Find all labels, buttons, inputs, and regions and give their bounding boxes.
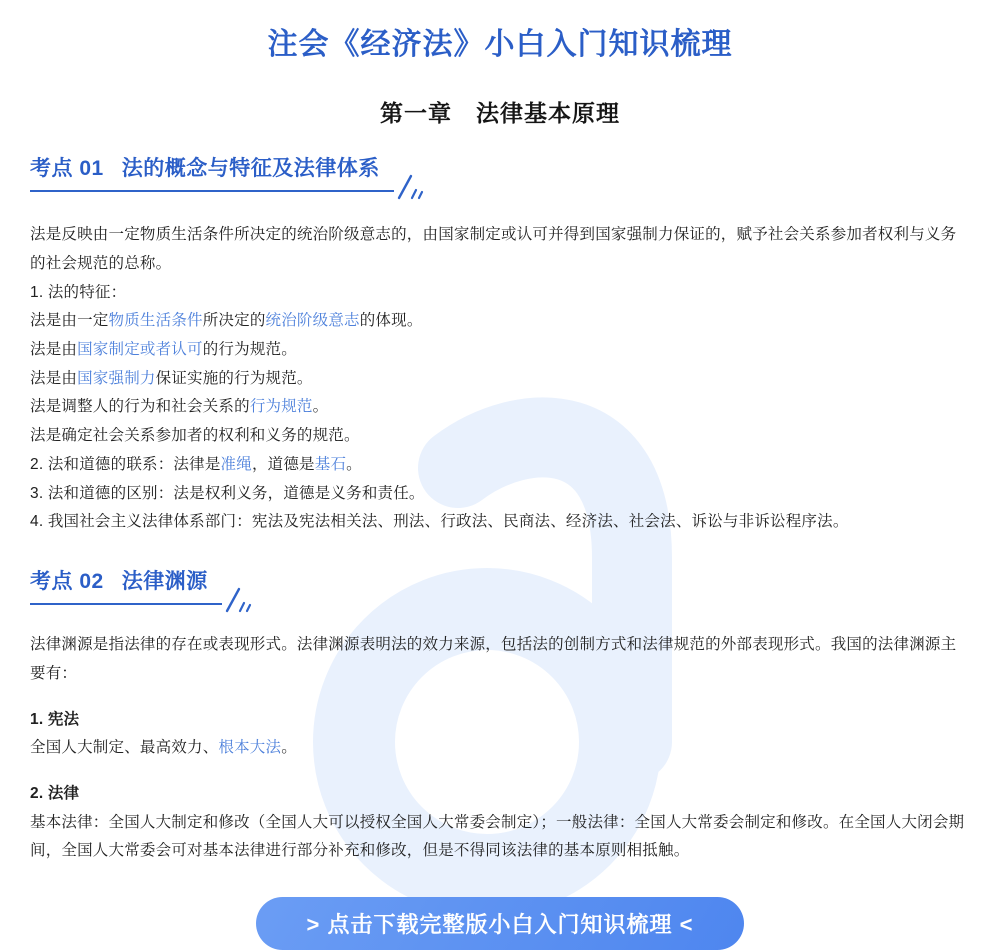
topic-02-header xyxy=(30,570,970,605)
paragraph-line xyxy=(30,508,970,537)
paragraph-line xyxy=(30,365,970,394)
text-run: 2. 法律 xyxy=(30,784,80,802)
chapter-title: 第一章 法律基本原理 xyxy=(380,99,620,126)
paragraph-line xyxy=(30,307,970,336)
paragraph-line xyxy=(30,480,970,509)
text-run: 法律渊源是指法律的存在或表现形式。法律渊源表明法的效力来源，包括法的创制方式和法律规范的外部表现形式。我国的法律渊源主要有： xyxy=(30,636,957,682)
paragraph-line xyxy=(30,336,970,365)
text-run: ，道德是 xyxy=(251,455,315,473)
text-run: 基本法律：全国人大制定和修改（全国人大可以授权全国人大常委会制定）；一般法律：全国人大常委会制定和修改。在全国人大闭会期间，全国人大常委会可对基本法律进行部分补充和修改，但是不得同该法律的基本原则相抵触。 xyxy=(30,813,965,860)
topic-01-header xyxy=(30,157,970,192)
text-run: 法是调整人的行为和社会关系的 xyxy=(30,398,250,416)
text-run: 所决定的 xyxy=(202,312,266,330)
paragraph-line xyxy=(30,221,970,278)
text-run: 4. 我国社会主义法律体系部门：宪法及宪法相关法、刑法、行政法、民商法、经济法、社会法、诉讼与非诉讼程序法。 xyxy=(30,513,849,531)
text-run: 的体现。 xyxy=(359,312,423,330)
download-button[interactable]: > 点击下载完整版小白入门知识梳理 < xyxy=(256,897,744,950)
highlighted-term: 统治阶级意志 xyxy=(265,312,360,330)
text-run: 2. 法和道德的联系：法律是 xyxy=(30,455,221,473)
topic-02-badge: 考点 02 xyxy=(30,569,104,593)
paragraph-line xyxy=(30,451,970,480)
section-topic-01 xyxy=(30,157,970,537)
paragraph-line xyxy=(30,706,970,735)
highlighted-term: 国家制定或者认可 xyxy=(77,341,203,359)
download-button-row xyxy=(30,897,970,950)
highlighted-term: 基石 xyxy=(314,455,347,473)
paragraph-line xyxy=(30,631,970,688)
highlighted-term: 行为规范 xyxy=(249,398,313,416)
text-run: 。 xyxy=(281,739,297,757)
slashes-decoration-icon xyxy=(223,586,253,613)
text-run: 法是反映由一定物质生活条件所决定的统治阶级意志的，由国家制定或认可并得到国家强制力保证的，赋予社会关系参加者权利与义务的社会规范的总称。 xyxy=(30,226,957,272)
topic-01-title: 法的概念与特征及法律体系 xyxy=(121,157,380,181)
text-run: 1. 宪法 xyxy=(30,710,80,728)
paragraph-line xyxy=(30,393,970,422)
topic-01-badge: 考点 01 xyxy=(30,157,104,181)
highlighted-term: 国家强制力 xyxy=(77,369,156,387)
paragraph-line xyxy=(30,734,970,763)
paragraph-line xyxy=(30,422,970,451)
topic-02-title: 法律渊源 xyxy=(121,569,208,593)
highlighted-term: 准绳 xyxy=(220,455,252,473)
text-run: 法是由 xyxy=(30,369,78,387)
section-topic-02 xyxy=(30,570,970,866)
topic-02-body xyxy=(30,631,970,866)
highlighted-term: 根本大法 xyxy=(218,739,282,757)
paragraph-line xyxy=(30,279,970,308)
topic-02-underlined-text xyxy=(30,570,222,605)
highlighted-term: 物质生活条件 xyxy=(108,312,203,330)
text-run: 。 xyxy=(346,455,362,473)
topic-01-body xyxy=(30,221,970,537)
slashes-decoration-icon xyxy=(395,173,425,200)
paragraph-line xyxy=(30,809,970,866)
text-run: 。 xyxy=(312,398,329,416)
paragraph-line xyxy=(30,780,970,809)
text-run: 的行为规范。 xyxy=(202,341,297,359)
text-run: 保证实施的行为规范。 xyxy=(155,369,313,387)
text-run: 法是由 xyxy=(30,341,78,359)
page-title: 注会《经济法》小白入门知识梳理 xyxy=(267,28,733,61)
text-run: 全国人大制定、最高效力、 xyxy=(30,739,219,757)
topic-01-underlined-text xyxy=(30,157,394,192)
text-run: 1. 法的特征： xyxy=(30,283,127,301)
text-run: 3. 法和道德的区别：法是权利义务，道德是义务和责任。 xyxy=(30,484,425,502)
text-run: 法是由一定 xyxy=(30,312,109,330)
text-run: 法是确定社会关系参加者的权利和义务的规范。 xyxy=(30,427,360,445)
